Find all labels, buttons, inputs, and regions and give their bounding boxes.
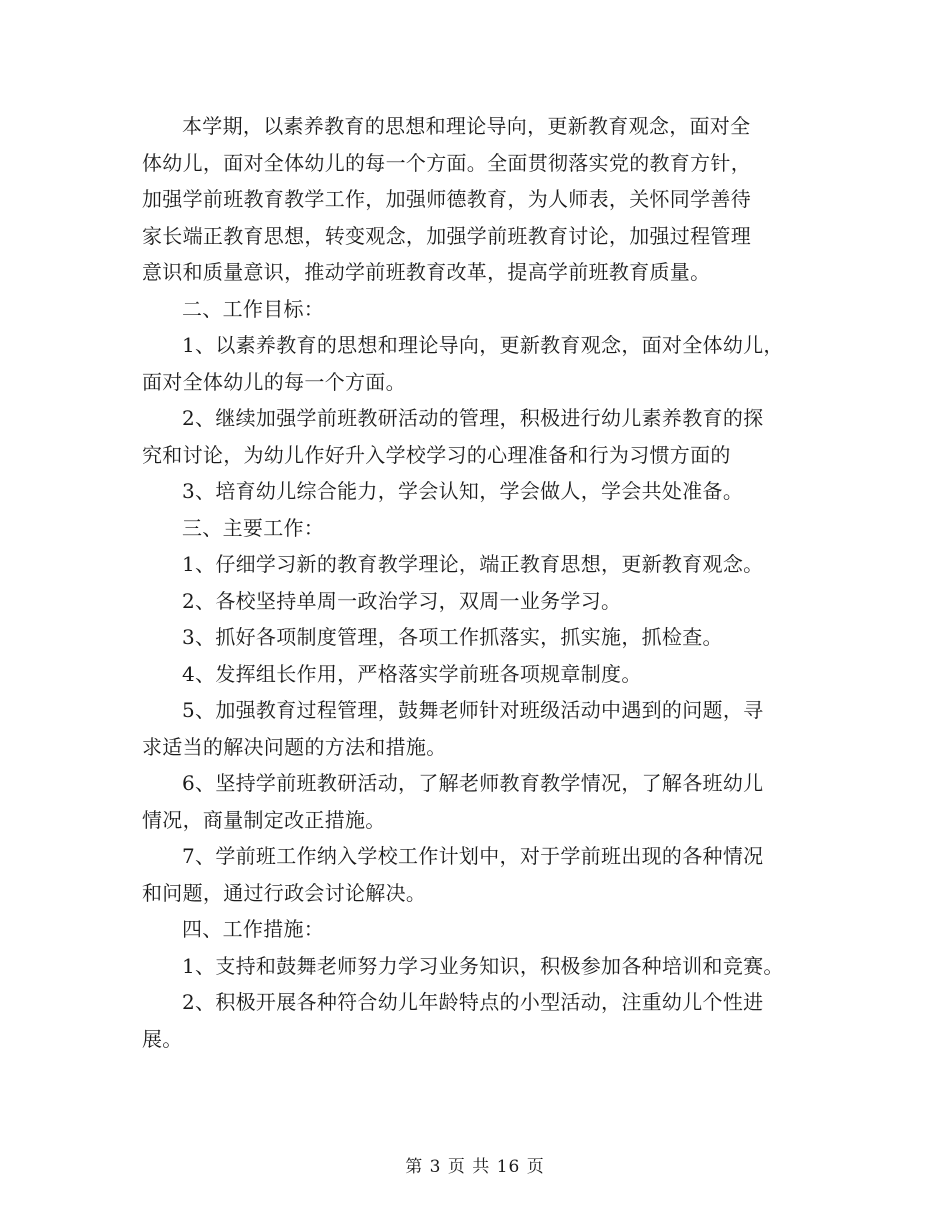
text-line: 面对全体幼儿的每一个方面。 xyxy=(142,369,406,394)
paragraph xyxy=(142,765,822,838)
paragraph xyxy=(142,510,822,547)
text-line: 四、工作措施： xyxy=(182,917,325,941)
text-line: 4、发挥组长作用，严格落实学前班各项规章制度。 xyxy=(182,661,642,686)
text-line: 2、各校坚持单周一政治学习，双周一业务学习。 xyxy=(182,588,622,613)
text-line: 1、以素养教育的思想和理论导向，更新教育观念，面对全体幼儿， xyxy=(182,333,784,357)
text-line: 二、工作目标： xyxy=(182,296,325,321)
text-line: 6、坚持学前班教研活动，了解老师教育教学情况，了解各班幼儿 xyxy=(182,771,764,795)
text-line: 和问题，通过行政会讨论解决。 xyxy=(142,880,427,905)
text-line: 加强学前班教育教学工作，加强师德教育，为人师表，关怀同学善待 xyxy=(142,187,751,211)
paragraph xyxy=(142,327,822,400)
text-line: 1、支持和鼓舞老师努力学习业务知识，积极参加各种培训和竞赛。 xyxy=(182,953,784,978)
paragraph xyxy=(142,400,822,473)
text-line: 三、主要工作： xyxy=(182,515,325,540)
text-line: 2、积极开展各种符合幼儿年龄特点的小型活动，注重幼儿个性进 xyxy=(182,990,764,1014)
paragraph xyxy=(142,948,822,985)
text-line: 2、继续加强学前班教研活动的管理，积极进行幼儿素养教育的探 xyxy=(182,406,764,430)
page-number-footer: 第 3 页 共 16 页 xyxy=(405,1157,545,1177)
text-line: 7、学前班工作纳入学校工作计划中，对于学前班出现的各种情况 xyxy=(182,844,764,868)
paragraph xyxy=(142,291,822,328)
text-line: 情况，商量制定改正措施。 xyxy=(142,807,386,832)
document-body xyxy=(142,108,822,1057)
text-line: 3、抓好各项制度管理，各项工作抓落实，抓实施，抓检查。 xyxy=(182,625,723,649)
text-line: 本学期，以素养教育的思想和理论导向，更新教育观念，面对全 xyxy=(182,114,751,138)
text-line: 5、加强教育过程管理，鼓舞老师针对班级活动中遇到的问题，寻 xyxy=(182,698,764,722)
paragraph xyxy=(142,984,822,1057)
paragraph xyxy=(142,619,822,656)
paragraph xyxy=(142,473,822,510)
paragraph xyxy=(142,583,822,620)
text-line: 究和讨论，为幼儿作好升入学校学习的心理准备和行为习惯方面的 xyxy=(142,442,731,467)
paragraph xyxy=(142,692,822,765)
text-line: 1、仔细学习新的教育教学理论，端正教育思想，更新教育观念。 xyxy=(182,552,764,576)
text-line: 家长端正教育思想，转变观念，加强学前班教育讨论，加强过程管理 xyxy=(142,223,751,248)
text-line: 展。 xyxy=(142,1026,183,1051)
paragraph xyxy=(142,911,822,948)
text-line: 3、培育幼儿综合能力，学会认知，学会做人，学会共处准备。 xyxy=(182,479,744,503)
paragraph xyxy=(142,108,822,291)
text-line: 求适当的解决问题的方法和措施。 xyxy=(142,734,447,759)
text-line: 体幼儿，面对全体幼儿的每一个方面。全面贯彻落实党的教育方针， xyxy=(142,150,751,175)
text-line: 意识和质量意识，推动学前班教育改革，提高学前班教育质量。 xyxy=(142,260,711,284)
paragraph xyxy=(142,656,822,693)
paragraph xyxy=(142,546,822,583)
paragraph xyxy=(142,838,822,911)
